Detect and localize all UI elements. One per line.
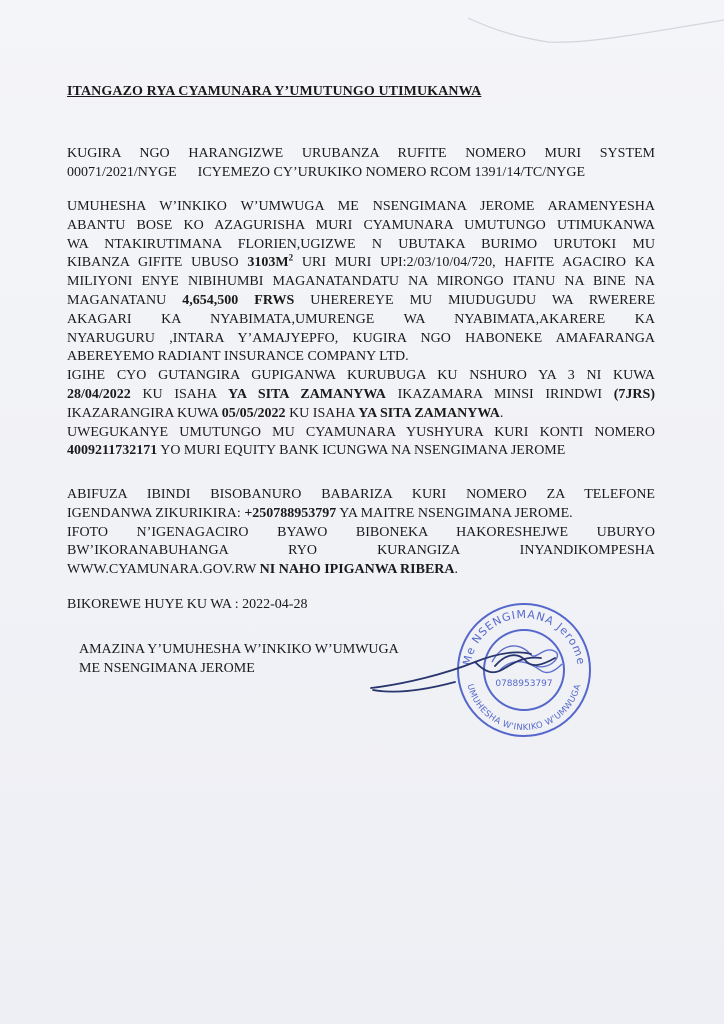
body-line-4-end: URI MURI UPI:2/03/10/04/720, HAFITE AGACIRO KA (293, 255, 655, 271)
plot-area-value: 3103M (247, 255, 289, 271)
body-line-6-start: MAGANATANU (67, 292, 183, 308)
intro-line-1: KUGIRA NGO HARANGIZWE URUBANZA RUFITE NOMERO MURI SYSTEM (67, 146, 655, 161)
phone-number: +250788953797 (244, 505, 337, 521)
contact-line-3: IFOTO N’IGENAGACIRO BYAWO BIBONEKA HAKORESHEJWE UBURYO (67, 524, 655, 540)
body-line-5: MILIYONI ENYE NIBIHUMBI MAGANATANDATU NA MIRONGO ITANU NA BINE NA (67, 274, 655, 290)
case-reference-paragraph (67, 145, 655, 183)
auction-duration-text: IKAZAMARA MINSI IRINDWI (385, 386, 614, 402)
bidding-location-text: NI NAHO IPIGANWA RIBERA (259, 562, 455, 578)
auction-duration-days: (7JRS) (613, 386, 655, 402)
auction-line-1: IGIHE CYO GUTANGIRA GUPIGANWA KURUBUGA KU NSHURO YA 3 NI KUWA (67, 368, 655, 384)
body-line-9: ABEREYEMO RADIANT INSURANCE COMPANY LTD. (67, 349, 409, 365)
bank-account-number: 4009211732171 (67, 443, 158, 459)
payment-line-2 (67, 442, 655, 461)
stamp-phone: 0788953797 (495, 679, 553, 689)
contact-line-2 (67, 505, 655, 524)
auction-end-time: YA SITA ZAMANYWA (358, 405, 500, 421)
contact-line-2-text: IGENDANWA ZIKURIKIRA: (67, 505, 245, 521)
system-number: 00071/2021/NYGE (67, 164, 177, 180)
contact-line-4: BW’IKORANABUHANGA RYO KURANGIZA INYANDIKOMPESHA (67, 543, 655, 559)
auction-line-3 (67, 405, 655, 424)
contact-line-5-period: . (454, 562, 459, 578)
auction-end-date: 05/05/2022 (221, 405, 286, 421)
auction-line-3-period: . (499, 405, 504, 421)
auction-line-3-mid: KU ISAHA (285, 405, 359, 421)
payment-line-1: UWEGUKANYE UMUTUNGO MU CYAMUNARA YUSHYURA KURI KONTI NOMERO (67, 424, 655, 440)
signatory-block (79, 640, 399, 678)
auction-start-date: 28/04/2022 (67, 386, 131, 402)
auction-line-3-text: IKAZARANGIRA KUWA (67, 405, 222, 421)
stamp-bottom-text: UMUHESHA W'INKIKO W'UMWUGA (464, 682, 584, 734)
body-line-6-end: UHEREREYE MU MIUDUGUDU WA RWERERE (294, 292, 655, 308)
body-line-4 (67, 254, 655, 273)
date-line: BIKOREWE HUYE KU WA : 2022-04-28 (67, 597, 308, 612)
plot-area (247, 252, 294, 271)
body-line-2: ABANTU BOSE KO AZAGURISHA MURI CYAMUNARA UMUTUNGO UTIMUKANWA (67, 217, 655, 233)
payment-line-2-text: YO MURI EQUITY BANK ICUNGWA NA NSENGIMANA JEROME (157, 443, 566, 459)
body-line-8: NYARUGURU ,INTARA Y’AMAJYEPFO, KUGIRA NGO HABONEKE AMAFARANGA (67, 330, 655, 346)
website-url: WWW.CYAMUNARA.GOV.RW (67, 562, 260, 578)
auction-start-time: YA SITA ZAMANYWA (228, 386, 386, 402)
auction-line-2 (67, 386, 655, 405)
contact-paragraph (67, 486, 655, 580)
contact-line-2-end: YA MAITRE NSENGIMANA JEROME. (336, 505, 573, 521)
court-decision-number: ICYEMEZO CY’URUKIKO NOMERO RCOM 1391/14/TC/NYGE (197, 164, 586, 180)
body-line-7: AKAGARI KA NYABIMATA,UMURENGE WA NYABIMATA,AKARERE KA (67, 311, 655, 327)
body-line-1: UMUHESHA W’INKIKO W’UMWUGA ME NSENGIMANA JEROME ARAMENYESHA (67, 199, 655, 214)
body-line-6 (67, 292, 655, 311)
contact-line-1: ABIFUZA IBINDI BISOBANURO BABARIZA KURI NOMERO ZA TELEFONE (67, 487, 655, 502)
auction-description-paragraph (67, 198, 655, 461)
handwritten-signature (365, 628, 565, 708)
stamp-top-text: Me NSENGIMANA Jerome (460, 607, 588, 667)
body-line-3: WA NTAKIRUTIMANA FLORIEN,UGIZWE N UBUTAKA BURIMO URUTOKI MU (67, 236, 655, 252)
intro-line-2 (67, 164, 655, 183)
plot-area-exponent: 2 (288, 252, 294, 263)
body-line-4-start: KIBANZA GIFITE UBUSO (67, 255, 248, 271)
contact-line-5 (67, 561, 655, 580)
signatory-title: AMAZINA Y’UMUHESHA W’INKIKO W’UMWUGA (79, 642, 399, 657)
notice-title: ITANGAZO RYA CYAMUNARA Y’UMUTUNGO UTIMUKANWA (67, 84, 482, 99)
paper-fold-mark (468, 14, 724, 50)
property-value: 4,654,500 FRWS (182, 292, 295, 308)
signatory-name: ME NSENGIMANA JEROME (79, 661, 255, 676)
auction-line-2-text: KU ISAHA (130, 386, 228, 402)
